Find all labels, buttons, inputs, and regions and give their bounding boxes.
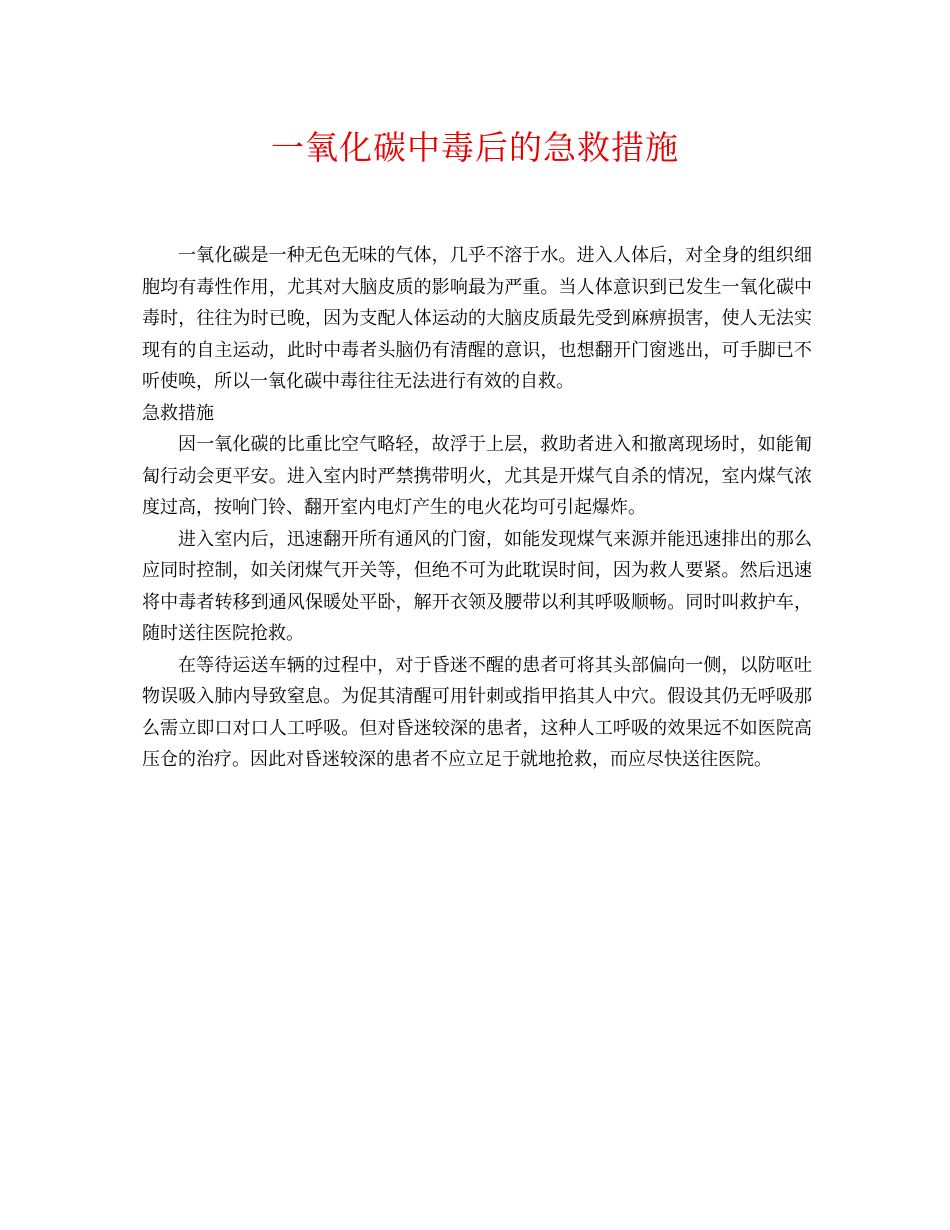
document-body — [142, 240, 812, 776]
paragraph-ventilation: 进入室内后，迅速翻开所有通风的门窗，如能发现煤气来源并能迅速排出的那么应同时控制，如关闭煤气开关等，但绝不可为此耽误时间，因为救人要紧。然后迅速将中毒者转移到通风保暖处平卧，解开衣领及腰带以利其呼吸顺畅。同时叫救护车，随时送往医院抢救。 — [142, 528, 812, 644]
paragraph-waiting-care: 在等待运送车辆的过程中，对于昏迷不醒的患者可将其头部偏向一侧，以防呕吐物误吸入肺内导致窒息。为促其清醒可用针刺或指甲掐其人中穴。假设其仍无呼吸那么需立即口对口人工呼吸。但对昏迷较深的患者，这种人工呼吸的效果远不如医院高压仓的治疗。因此对昏迷较深的患者不应立足于就地抢救，而应尽快送往医院。 — [142, 654, 812, 770]
section-heading: 急救措施 — [142, 402, 214, 424]
paragraph-entry-safety: 因一氧化碳的比重比空气略轻，故浮于上层，救助者进入和撤离现场时，如能匍匐行动会更平安。进入室内时严禁携带明火，尤其是开煤气自杀的情况，室内煤气浓度过高，按响门铃、翻开室内电灯产生的电火花均可引起爆炸。 — [142, 434, 812, 518]
document-title: 一氧化碳中毒后的急救措施 — [271, 128, 679, 167]
paragraph-intro: 一氧化碳是一种无色无味的气体，几乎不溶于水。进入人体后，对全身的组织细胞均有毒性作用，尤其对大脑皮质的影响最为严重。当人体意识到已发生一氧化碳中毒时，往往为时已晚，因为支配人体运动的大脑皮质最先受到麻痹损害，使人无法实现有的自主运动，此时中毒者头脑仍有清醒的意识，也想翻开门窗逃出，可手脚已不听使唤，所以一氧化碳中毒往往无法进行有效的自救。 — [142, 245, 812, 392]
